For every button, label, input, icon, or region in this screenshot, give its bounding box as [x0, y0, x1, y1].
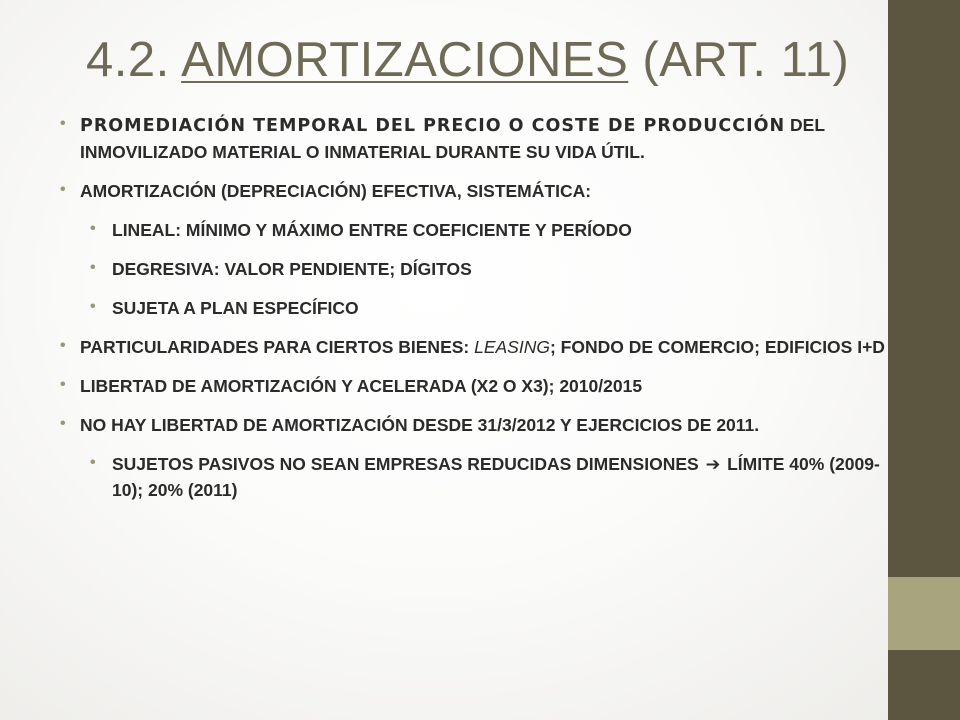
bullet-libertad: • LIBERTAD DE AMORTIZACIÓN Y ACELERADA (X2 O X3); 2010/2015 [58, 373, 908, 399]
bullet-list [58, 112, 908, 516]
title-prefix: 4.2. [86, 33, 182, 87]
bullet-particularidades-leasing: LEASING [474, 337, 550, 357]
sub-bullet-sujetos-post: LÍMITE 40% (2009-10); 20% (2011) [112, 454, 880, 500]
sub-bullet-sujeta: • SUJETA A PLAN ESPECÍFICO [88, 295, 908, 321]
bullet-promediacion-rest: DEL INMOVILIZADO MATERIAL O INMATERIAL DURANTE SU VIDA ÚTIL. [80, 115, 825, 162]
bullet-particularidades [58, 334, 908, 360]
sidebar-light-block [888, 577, 960, 650]
bullet-amortizacion: • AMORTIZACIÓN (DEPRECIACIÓN) EFECTIVA, SISTEMÁTICA: [58, 178, 908, 204]
sub-bullet-lineal: • LINEAL: MÍNIMO Y MÁXIMO ENTRE COEFICIENTE Y PERÍODO [88, 217, 908, 243]
bullet-particularidades-post: ; FONDO DE COMERCIO; EDIFICIOS I+D [549, 337, 885, 357]
title-underlined: AMORTIZACIONES [181, 33, 629, 87]
sub-bullet-degresiva: • DEGRESIVA: VALOR PENDIENTE; DÍGITOS [88, 256, 908, 282]
sub-bullet-sujetos-pasivos [88, 451, 908, 503]
arrow-right-icon: ➔ [705, 454, 721, 474]
title-suffix: (ART. 11) [628, 33, 850, 87]
sidebar-dark-block [888, 650, 960, 720]
bullet-promediacion [58, 112, 908, 165]
bullet-no-libertad: • NO HAY LIBERTAD DE AMORTIZACIÓN DESDE 31/3/2012 Y EJERCICIOS DE 2011. [58, 412, 908, 438]
bullet-particularidades-pre: PARTICULARIDADES PARA CIERTOS BIENES: [80, 337, 475, 357]
sub-bullet-sujetos-pre: SUJETOS PASIVOS NO SEAN EMPRESAS REDUCIDAS DIMENSIONES [112, 454, 704, 474]
decorative-sidebar [888, 0, 960, 720]
bullet-promediacion-strong: PROMEDIACIÓN TEMPORAL DEL PRECIO O COSTE DE PRODUCCIÓN [80, 116, 786, 136]
slide-title [86, 28, 849, 92]
